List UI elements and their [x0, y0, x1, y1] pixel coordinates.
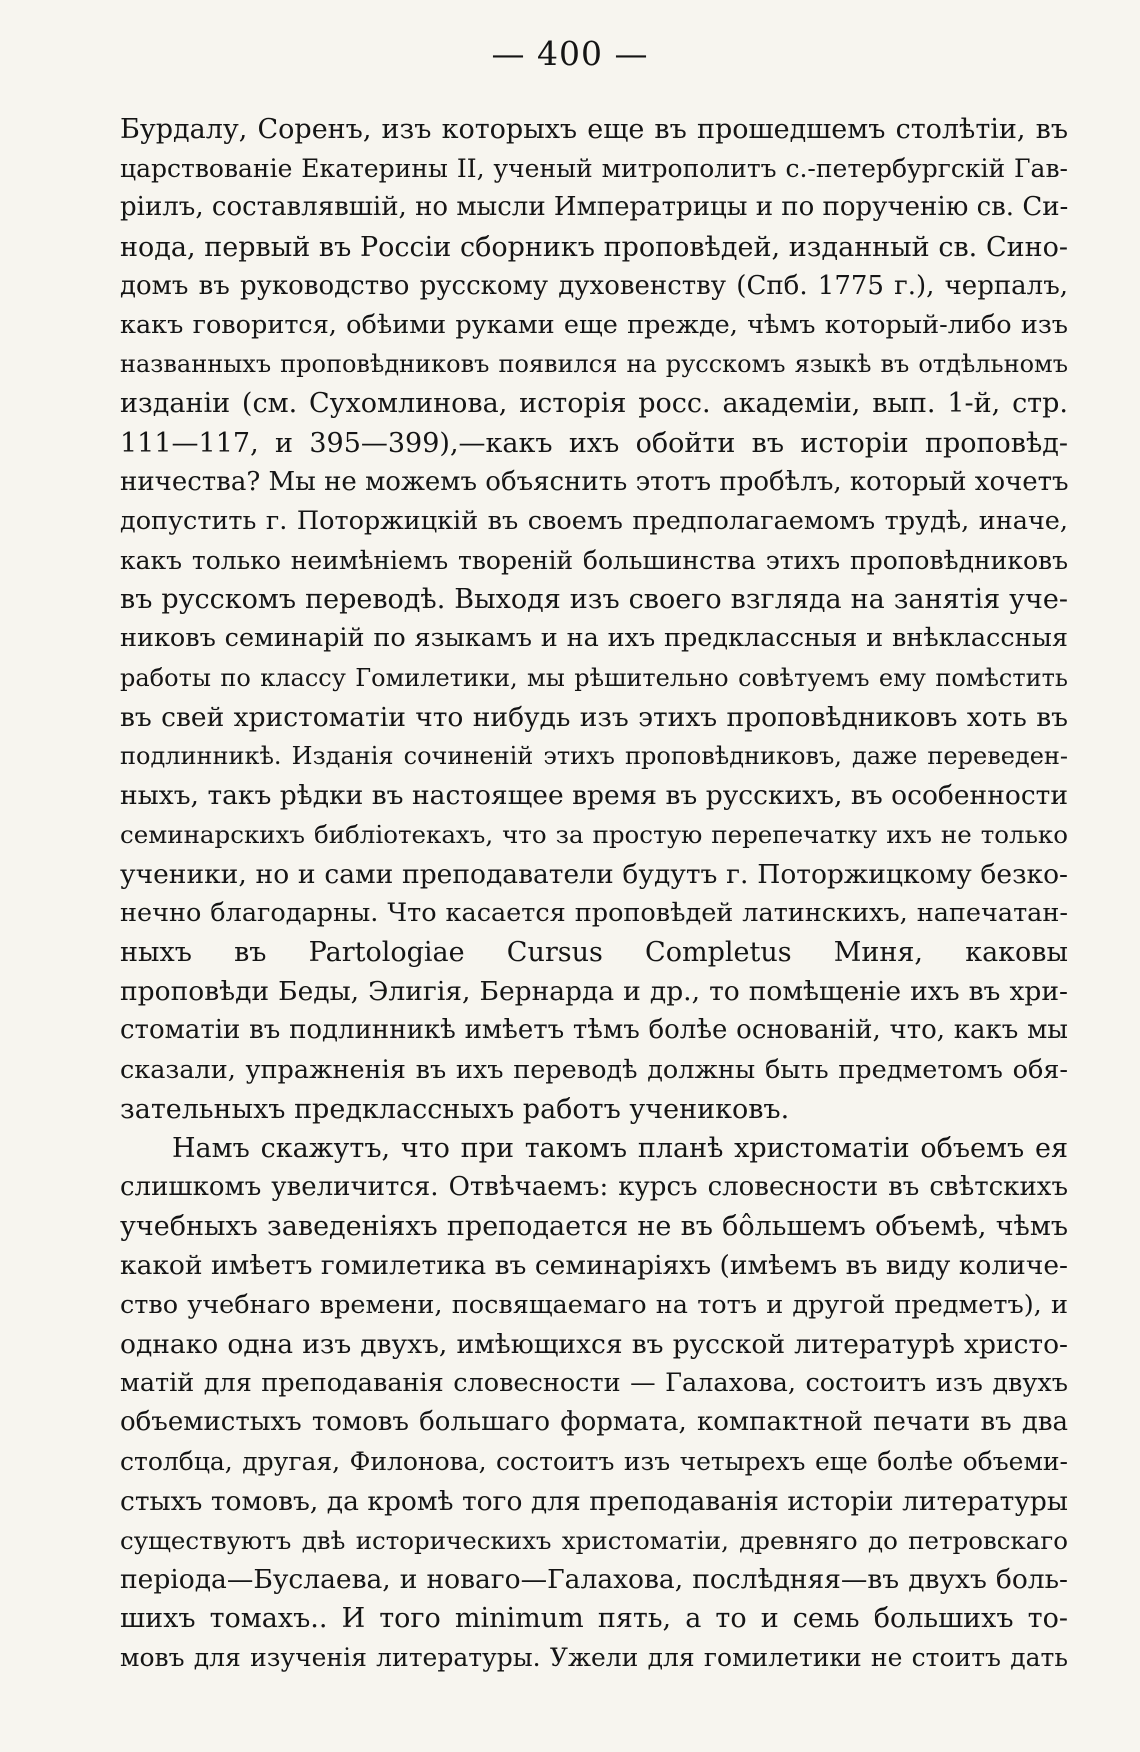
text-line: ныхъ въ Partologiae Cursus Completus Миня, каковы [120, 936, 1068, 968]
text-line: однако одна изъ двухъ, имѣющихся въ русской литературѣ христо- [120, 1328, 1068, 1360]
page-number: — 400 — [491, 34, 649, 73]
text-line: ученики, но и сами преподаватели будутъ г. Поторжицкому безко- [120, 858, 1068, 890]
text-line: проповѣди Беды, Элигія, Бернарда и др., то помѣщеніе ихъ въ хри- [120, 976, 1068, 1008]
text-line: никовъ семинарій по языкамъ и на ихъ предклассныя и внѣклассныя [120, 623, 1068, 654]
text-line: ничества? Мы не можемъ объяснить этотъ пробѣлъ, который хочетъ [120, 466, 1069, 497]
text-line: Намъ скажутъ, что при такомъ планѣ христоматіи объемъ ея [172, 1132, 1068, 1164]
text-line: слишкомъ увеличится. Отвѣчаемъ: курсъ словесности въ свѣтскихъ [120, 1172, 1068, 1203]
text-line: царствованіе Екатерины II, ученый митрополитъ с.-петербургскій Гав- [120, 154, 1068, 184]
text-line: работы по классу Гомилетики, мы рѣшительно совѣтуемъ ему помѣстить [120, 663, 1068, 692]
text-line: сказали, упражненія въ ихъ переводѣ должны быть предметомъ обя- [120, 1054, 1068, 1085]
paragraph-2 [120, 1129, 1068, 1678]
text-line: существуютъ двѣ историческихъ христоматіи, древняго до петровскаго [120, 1525, 1068, 1555]
text-line: какъ говорится, обѣими руками еще прежде, чѣмъ который-либо изъ [120, 309, 1068, 340]
text-line: мовъ для изученія литературы. Ужели для гомилетики не стоитъ дать [120, 1643, 1068, 1673]
text-line: ріилъ, составлявшій, но мысли Императрицы и по порученію св. Си- [120, 192, 1069, 223]
text-line: въ русскомъ переводѣ. Выходя изъ своего взгляда на занятія уче- [120, 584, 1068, 616]
text-line: стыхъ томовъ, да кромѣ того для преподаванія исторіи литературы [120, 1485, 1068, 1517]
text-line: какъ только неимѣніемъ твореній большинства этихъ проповѣдниковъ [120, 546, 1068, 576]
text-line: подлинникѣ. Изданія сочиненій этихъ проповѣдниковъ, даже переведен- [120, 742, 1068, 770]
text-line: матій для преподаванія словесности — Галахова, состоитъ изъ двухъ [120, 1368, 1068, 1398]
text-line: столбца, другая, Филонова, состоитъ изъ четырехъ еще болѣе объеми- [120, 1447, 1068, 1477]
text-line: ныхъ, такъ рѣдки въ настоящее время въ русскихъ, въ особенности [120, 780, 1068, 812]
text-line: зательныхъ предклассныхъ работъ учениковъ. [120, 1093, 790, 1125]
text-line: нечно благодарны. Что касается проповѣдей латинскихъ, напечатан- [120, 897, 1068, 928]
text-line: домъ въ руководство русскому духовенству (Спб. 1775 г.), черпалъ, [120, 270, 1068, 301]
text-line: допустить г. Поторжицкій въ своемъ предполагаемомъ трудѣ, иначе, [120, 505, 1068, 536]
text-line: объемистыхъ томовъ большаго формата, компактной печати въ два [120, 1407, 1068, 1438]
text-line: шихъ томахъ.. И того minimum пять, а то и семь большихъ то- [120, 1603, 1068, 1635]
text-line: въ свей христоматіи что нибудь изъ этихъ проповѣдниковъ хоть въ [120, 701, 1068, 733]
text-line: Бурдалу, Соренъ, изъ которыхъ еще въ прошедшемъ столѣтіи, въ [120, 114, 1068, 145]
text-line: періода—Буслаева, и новаго—Галахова, послѣдняя—въ двухъ боль- [120, 1563, 1068, 1595]
text-line: стоматіи въ подлинникѣ имѣетъ тѣмъ болѣе основаній, что, какъ мы [120, 1015, 1068, 1046]
text-line: изданіи (см. Сухомлинова, исторія росс. академіи, вып. 1-й, стр. [120, 388, 1068, 420]
text-line: ство учебнаго времени, посвящаемаго на тотъ и другой предметъ), и [120, 1289, 1068, 1320]
text-line: нода, первый въ Россіи сборникъ проповѣдей, изданный св. Сино- [120, 231, 1068, 263]
paragraph-1 [120, 110, 1068, 1129]
text-line: семинарскихъ библіотекахъ, что за простую перепечатку ихъ не только [120, 820, 1068, 850]
text-line: какой имѣетъ гомилетика въ семинаріяхъ (имѣемъ въ виду количе- [120, 1250, 1068, 1282]
text-line: названныхъ проповѣдниковъ появился на русскомъ языкѣ въ отдѣльномъ [120, 350, 1068, 379]
text-line: 111—117, и 395—399),—какъ ихъ обойти въ исторіи проповѣд- [120, 427, 1068, 459]
text-line: учебныхъ заведеніяхъ преподается не въ бо̂льшемъ объемѣ, чѣмъ [120, 1211, 1068, 1243]
body-text [120, 110, 1068, 1678]
